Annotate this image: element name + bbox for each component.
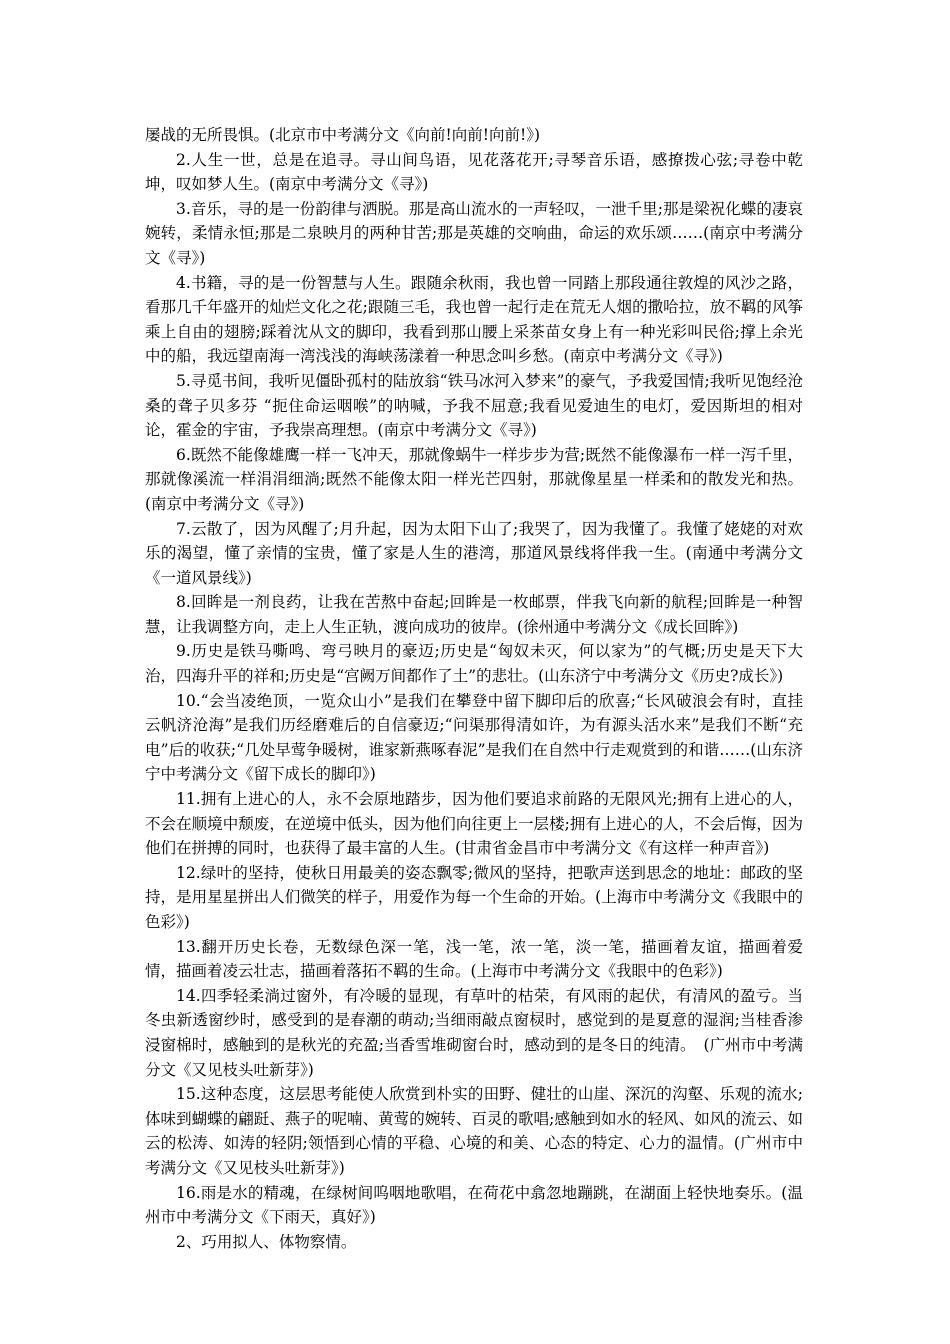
paragraph-9: 10.“会当凌绝顶，一览众山小”是我们在攀登中留下脚印后的欣喜;“长风破浪会有时，直挂云帆济沧海”是我们历经磨难后的自信豪迈;“问渠那得清如许，为有源头活水来”是我们不断“充电”后的收获;“几处早莺争暖树，谁家新燕啄春泥”是我们在自然中行走观赏到的和谐……(山东济宁中考满分文《留下成长的脚印》) xyxy=(145,691,803,784)
paragraph-7: 8.回眸是一剂良药，让我在苦熬中奋起;回眸是一枚邮票，伴我飞向新的航程;回眸是一种智慧，让我调整方向，走上人生正轨，渡向成功的彼岸。(徐州通中考满分文《成长回眸》) xyxy=(145,593,803,636)
paragraph-2: 3.音乐，寻的是一份韵律与洒脱。那是高山流水的一声轻叹，一泄千里;那是梁祝化蝶的凄哀婉转，柔情永恒;那是二泉映月的两种甘苦;那是英雄的交响曲，命运的欢乐颂……(南京中考满分文《寻》) xyxy=(145,199,803,267)
document-page xyxy=(145,123,803,1254)
paragraph-13: 14.四季轻柔淌过窗外，有冷暖的显现，有草叶的枯荣，有风雨的起伏，有清风的盈亏。当冬虫新透窗纱时，感受到的是春潮的萌动;当细雨敲点窗棂时，感觉到的是夏意的湿润;当桂香渗浸窗棉时，感触到的是秋光的充盈;当香雪堆砌窗台时，感动到的是冬日的纯清。 (广州市中考满分文《又见枝头吐新芽》) xyxy=(145,986,803,1079)
paragraph-1: 2.人生一世，总是在追寻。寻山间鸟语，见花落花开;寻琴音乐语，感撩拨心弦;寻卷中乾坤，叹如梦人生。(南京中考满分文《寻》) xyxy=(145,150,803,194)
paragraph-4: 5.寻觅书间，我听见僵卧孤村的陆放翁“铁马冰河入梦来”的豪气，予我爱国情;我听见饱经沧桑的聋子贝多芬 “扼住命运咽喉”的呐喊，予我不屈意;我看见爱迪生的电灯，爱因斯坦的相对论，霍金的宇宙，予我崇高理想。(南京中考满分文《寻》) xyxy=(145,371,803,440)
section-heading: 2、巧用拟人、体物察情。 xyxy=(176,1232,357,1251)
paragraph-12: 13.翻开历史长卷，无数绿色深一笔，浅一笔，浓一笔，淡一笔，描画着友谊，描画着爱情，描画着凌云壮志，描画着落拓不羁的生命。(上海市中考满分文《我眼中的色彩》) xyxy=(145,937,803,981)
paragraph-3: 4.书籍，寻的是一份智慧与人生。跟随余秋雨，我也曾一同踏上那段通往敦煌的风沙之路，看那几千年盛开的灿烂文化之花;跟随三毛，我也曾一起行走在荒无人烟的撒哈拉，放不羁的风筝乘上自由的翅膀;踩着沈从文的脚印，我看到那山腰上采茶苗女身上有一种光彩叫民俗;撑上余光中的船，我远望南海一湾浅浅的海峡荡漾着一种思念叫乡愁。(南京中考满分文《寻》) xyxy=(145,273,803,366)
paragraph-11: 12.绿叶的坚持，使秋日用最美的姿态飘零;微风的坚持，把歌声送到思念的地址：邮政的坚持，是用星星拼出人们微笑的样子，用爱作为每一个生命的开始。(上海市中考满分文《我眼中的色彩》) xyxy=(145,863,803,931)
paragraph-6: 7.云散了，因为风醒了;月升起，因为太阳下山了;我哭了，因为我懂了。我懂了姥姥的对欢乐的渴望，懂了亲情的宝贵，懂了家是人生的港湾，那道风景线将伴我一生。(南通中考满分文《一道风景线》) xyxy=(145,519,803,587)
paragraph-8: 9.历史是铁马嘶鸣、弯弓映月的豪迈;历史是“匈奴未灭，何以家为”的气概;历史是天下大治，四海升平的祥和;历史是“宫阙万间都作了土”的悲壮。(山东济宁中考满分文《历史?成长》) xyxy=(145,642,803,686)
paragraph-10: 11.拥有上进心的人，永不会原地踏步，因为他们要追求前路的无限风光;拥有上进心的人，不会在顺境中颓废，在逆境中低头，因为他们向往更上一层楼;拥有上进心的人，不会后悔，因为他们在拼搏的同时，也获得了最丰富的人生。(甘肃省金昌市中考满分文《有这样一种声音》) xyxy=(145,790,803,858)
paragraph-5: 6.既然不能像雄鹰一样一飞冲天，那就像蜗牛一样步步为营;既然不能像瀑布一样一泻千里，那就像溪流一样涓涓细淌;既然不能像太阳一样光芒四射，那就像星星一样柔和的散发光和热。(南京中考满分文《寻》) xyxy=(145,445,803,513)
paragraph-15: 16.雨是水的精魂，在绿树间呜咽地歌唱，在荷花中翕忽地蹦跳，在湖面上轻快地奏乐。(温州市中考满分文《下雨天，真好》) xyxy=(145,1183,803,1227)
paragraph-14: 15.这种态度，这层思考能使人欣赏到朴实的田野、健壮的山崖、深沉的沟壑、乐观的流水;体味到蝴蝶的翩跹、燕子的呢喃、黄莺的婉转、百灵的歌唱;感触到如水的轻风、如风的流云、如云的松涛、如涛的轻阴;领悟到心情的平稳、心境的和美、心态的特定、心力的温情。(广州市中考满分文《又见枝头吐新芽》) xyxy=(145,1085,803,1177)
paragraph-0: 屡战的无所畏惧。(北京市中考满分文《向前!向前!向前!》) xyxy=(145,126,541,144)
